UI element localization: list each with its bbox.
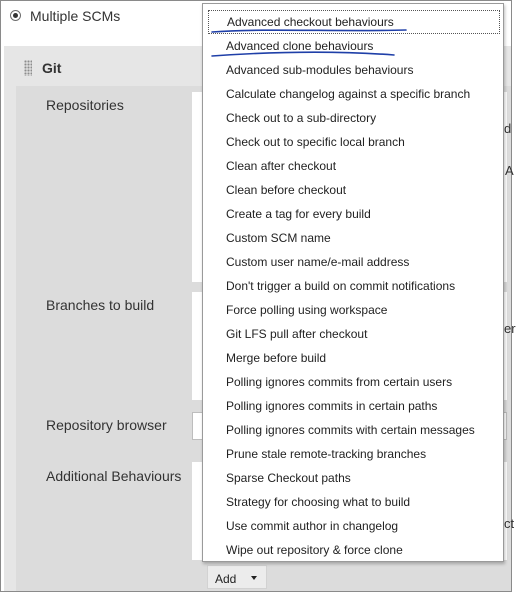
add-behaviour-menu — [202, 3, 504, 562]
menu-item[interactable]: Force polling using workspace — [226, 303, 388, 317]
chevron-down-icon — [251, 576, 257, 580]
menu-item[interactable]: Don't trigger a build on commit notifications — [226, 279, 456, 293]
additional-behaviours-label: Additional Behaviours — [46, 468, 182, 484]
multiple-scms-radio[interactable] — [10, 10, 21, 21]
menu-item[interactable]: Clean before checkout — [226, 183, 347, 197]
menu-item[interactable]: Advanced sub-modules behaviours — [226, 63, 414, 77]
drag-handle-icon[interactable] — [24, 60, 32, 76]
menu-item[interactable]: Sparse Checkout paths — [226, 471, 351, 485]
peek-text: er — [504, 321, 516, 336]
menu-item[interactable]: Check out to specific local branch — [226, 135, 405, 149]
add-behaviour-button[interactable] — [207, 565, 267, 589]
menu-item[interactable]: Wipe out repository & force clone — [226, 543, 403, 557]
peek-text: d — [504, 121, 512, 136]
add-button-label: Add — [215, 572, 237, 586]
menu-item[interactable]: Check out to a sub-directory — [226, 111, 377, 125]
menu-item[interactable]: Strategy for choosing what to build — [226, 495, 411, 509]
peek-text: A — [505, 163, 514, 178]
menu-item[interactable]: Advanced clone behaviours — [226, 39, 374, 53]
menu-item[interactable]: Polling ignores commits in certain paths — [226, 399, 438, 413]
menu-item[interactable]: Git LFS pull after checkout — [226, 327, 368, 341]
menu-item[interactable]: Merge before build — [226, 351, 327, 365]
menu-item[interactable]: Calculate changelog against a specific branch — [226, 87, 471, 101]
peek-text: ct — [504, 516, 515, 531]
branches-to-build-label: Branches to build — [46, 297, 155, 313]
menu-item[interactable]: Clean after checkout — [226, 159, 337, 173]
menu-item[interactable]: Prune stale remote-tracking branches — [226, 447, 427, 461]
menu-item[interactable]: Custom user name/e-mail address — [226, 255, 410, 269]
repository-browser-label: Repository browser — [46, 417, 167, 433]
menu-item[interactable]: Custom SCM name — [226, 231, 331, 245]
menu-item[interactable]: Create a tag for every build — [226, 207, 371, 221]
menu-item[interactable]: Advanced checkout behaviours — [208, 10, 500, 34]
multiple-scms-label: Multiple SCMs — [30, 8, 121, 24]
menu-item[interactable]: Use commit author in changelog — [226, 519, 399, 533]
menu-item[interactable]: Polling ignores commits from certain users — [226, 375, 453, 389]
git-title: Git — [42, 60, 62, 76]
menu-item[interactable]: Polling ignores commits with certain messages — [226, 423, 475, 437]
repositories-label: Repositories — [46, 97, 124, 113]
